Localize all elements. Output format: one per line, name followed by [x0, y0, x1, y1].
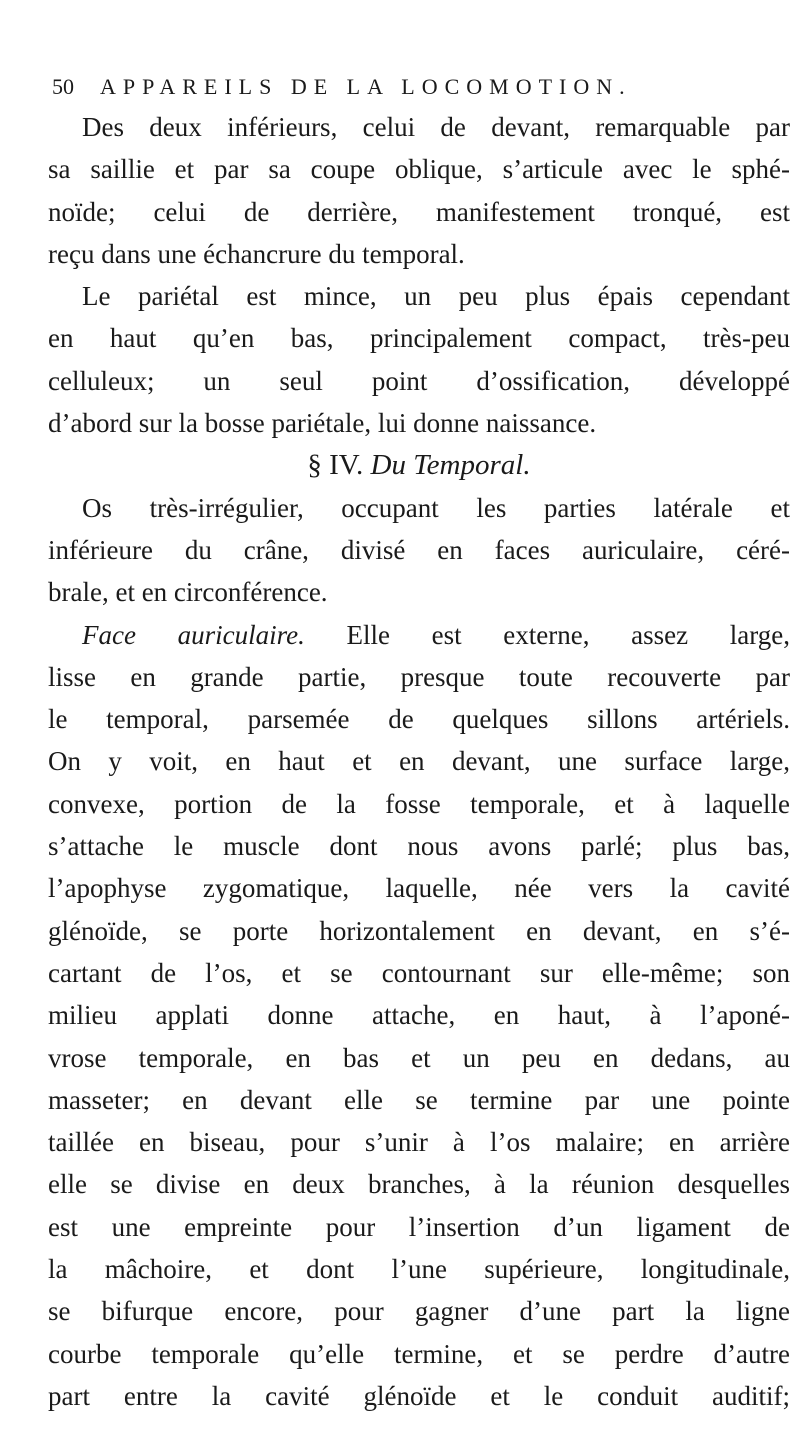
text-line: s’attache le muscle dont nous avons parlé; plus bas, [48, 831, 790, 862]
text-line: On y voit, en haut et en devant, une surface large, [48, 746, 790, 777]
text-line: lisse en grande partie, presque toute recouverte par [48, 661, 790, 692]
section-title: Du Temporal. [370, 449, 531, 482]
text-line: glénoïde, se porte horizontalement en devant, en s’é- [48, 915, 790, 946]
text-line: vrose temporale, en bas et un peu en dedans, au [48, 1042, 790, 1073]
text-line: courbe temporale qu’elle termine, et se perdre d’autre [48, 1338, 790, 1369]
text-line: cartant de l’os, et se contournant sur elle-même; son [48, 957, 790, 988]
text-line: la mâchoire, et dont l’une supérieure, longitudinale, [48, 1254, 790, 1285]
text-run: Elle est externe, assez large, [304, 619, 790, 650]
text-line: inférieure du crâne, divisé en faces auriculaire, céré- [48, 534, 790, 565]
text-line: l’apophyse zygomatique, laquelle, née vers la cavité [48, 873, 790, 904]
page-number: 50 [52, 74, 74, 99]
section-number: § IV. [307, 449, 364, 482]
text-line: est une empreinte pour l’insertion d’un ligament de [48, 1211, 790, 1242]
text-line: convexe, portion de la fosse temporale, et à laquelle [48, 788, 790, 819]
text-line: d’abord sur la bosse pariétale, lui donne naissance. [48, 408, 597, 439]
text-line: Le pariétal est mince, un peu plus épais cependant [82, 281, 790, 312]
section-heading [48, 444, 790, 486]
text-line: masseter; en devant elle se termine par une pointe [48, 1084, 790, 1115]
text-line: se bifurque encore, pour gagner d’une part la ligne [48, 1296, 790, 1327]
text-line: elle se divise en deux branches, à la réunion desquelles [48, 1169, 790, 1200]
subsection-title: Face auriculaire. [82, 619, 305, 650]
text-line: noïde; celui de derrière, manifestement tronqué, est [48, 196, 790, 227]
text-line: brale, et en circonférence. [48, 577, 328, 608]
text-line: taillée en biseau, pour s’unir à l’os malaire; en arrière [48, 1127, 790, 1158]
text-line: en haut qu’en bas, principalement compact, très-peu [48, 323, 790, 354]
text-line: le temporal, parsemée de quelques sillons artériels. [48, 704, 790, 735]
text-line: celluleux; un seul point d’ossification, développé [48, 365, 790, 396]
text-line: Des deux inférieurs, celui de devant, remarquable par [82, 112, 790, 142]
text-line [48, 614, 790, 656]
text-line: Os très-irrégulier, occupant les parties latérale et [82, 492, 790, 523]
text-line: sa saillie et par sa coupe oblique, s’articule avec le sphé- [48, 154, 790, 185]
text-line: part entre la cavité glénoïde et le conduit auditif; [48, 1380, 790, 1411]
text-line: milieu applati donne attache, en haut, à l’aponé- [48, 1000, 790, 1031]
body-text [48, 106, 790, 1417]
text-line: reçu dans une échancrure du temporal. [48, 238, 465, 269]
running-title: APPAREILS DE LA LOCOMOTION. [100, 74, 632, 99]
